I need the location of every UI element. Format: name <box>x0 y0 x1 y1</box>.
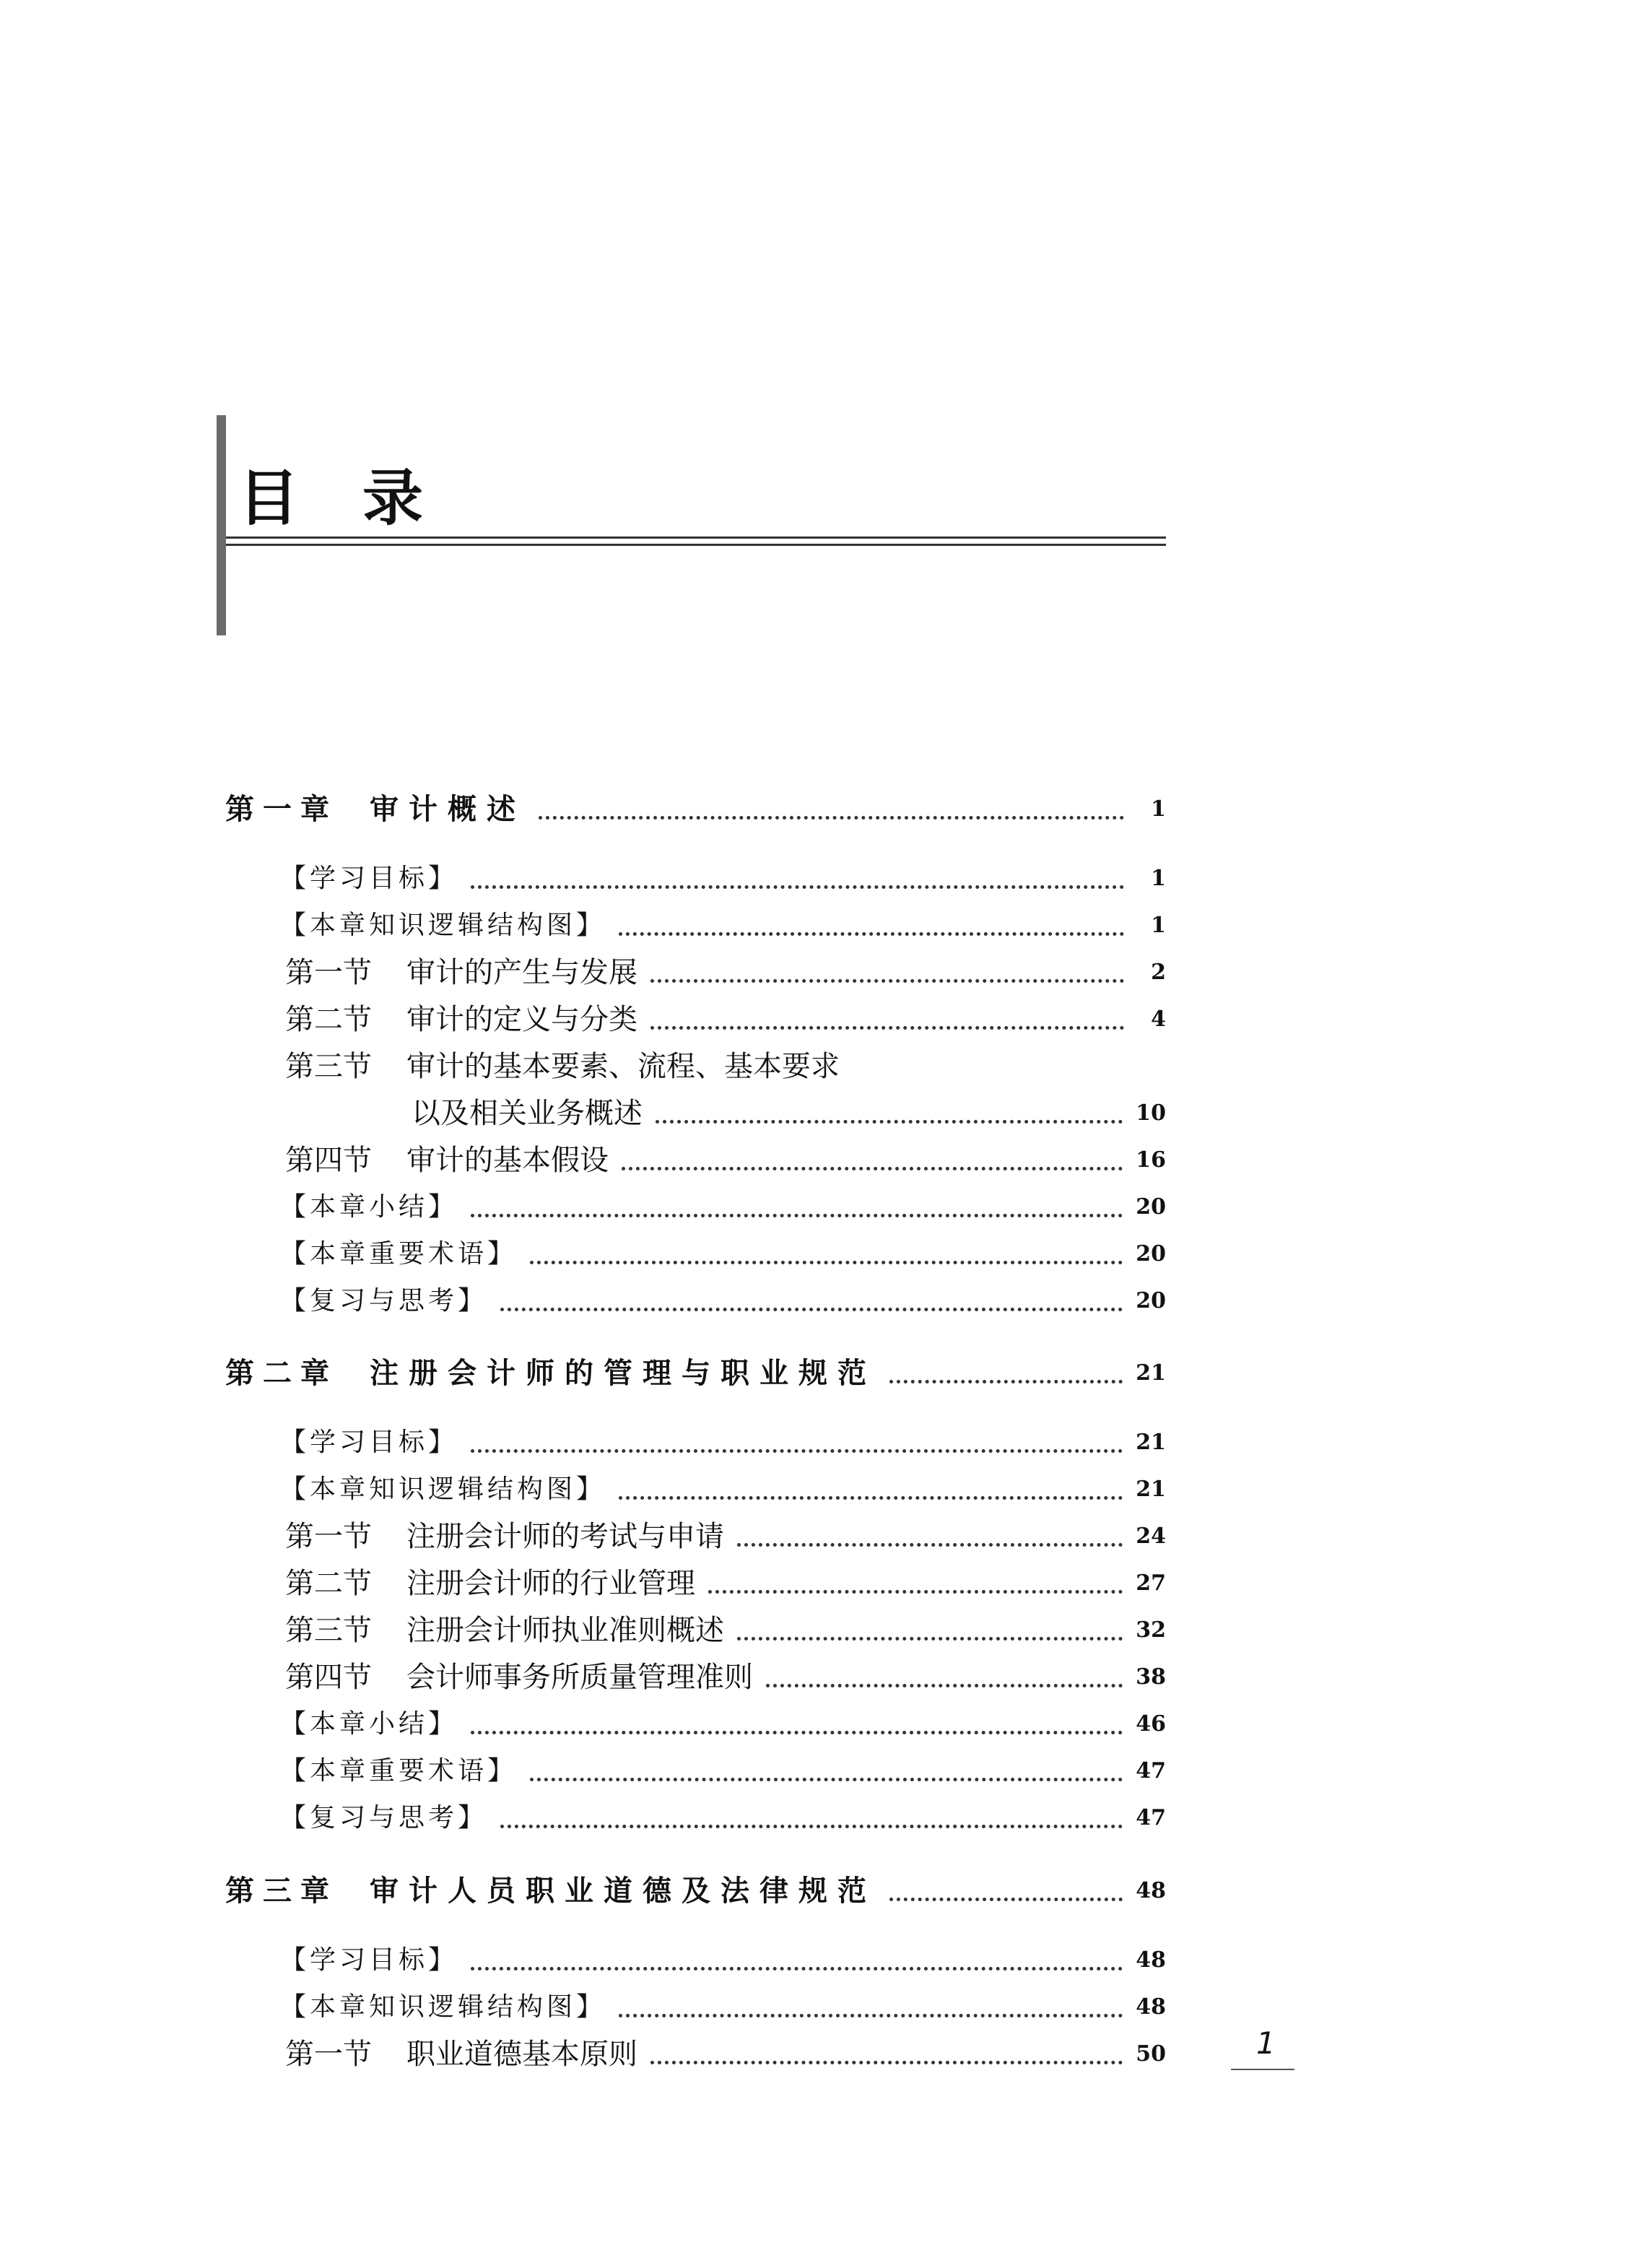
section-label: 第三节 <box>285 1614 372 1647</box>
page-number-ref: 16 <box>1136 1147 1166 1173</box>
aux-label: 【本章小结】 <box>280 1192 458 1222</box>
toc-aux-entry[interactable] <box>280 1422 1166 1463</box>
section-label: 第二节 <box>285 1003 372 1036</box>
aux-label: 【本章重要术语】 <box>280 1756 518 1786</box>
chapter-label: 第一章 <box>225 792 338 826</box>
page-number-ref: 20 <box>1136 1288 1166 1313</box>
page-number-ref: 47 <box>1136 1758 1166 1783</box>
chapter-title: 审计概述 <box>370 792 526 826</box>
dot-leader <box>471 1449 1123 1453</box>
dot-leader <box>500 1308 1123 1311</box>
toc-aux-entry[interactable] <box>280 1187 1166 1228</box>
toc-aux-entry[interactable] <box>280 1798 1166 1838</box>
section-title: 审计的基本假设 <box>406 1144 609 1177</box>
dot-leader <box>889 1898 1123 1901</box>
section-label: 第四节 <box>285 1144 372 1177</box>
aux-label: 【本章知识逻辑结构图】 <box>280 1992 606 2022</box>
toc-aux-entry[interactable] <box>280 1469 1166 1510</box>
section-title: 审计的产生与发展 <box>406 956 637 989</box>
dot-leader <box>471 1967 1123 1971</box>
title-rule-lower <box>226 544 1166 546</box>
page-number-ref: 1 <box>1151 866 1166 891</box>
aux-label: 【学习目标】 <box>280 1945 458 1975</box>
toc-section-entry[interactable] <box>285 2034 1166 2074</box>
page-number-ref: 20 <box>1136 1241 1166 1266</box>
section-label: 第一节 <box>285 956 372 989</box>
toc-aux-entry[interactable] <box>280 1751 1166 1791</box>
page-number-ref: 10 <box>1136 1100 1166 1126</box>
section-title-continued: 以及相关业务概述 <box>412 1097 643 1130</box>
dot-leader <box>737 1637 1123 1641</box>
page-number-ref: 4 <box>1151 1007 1166 1032</box>
toc-aux-entry[interactable] <box>280 905 1166 946</box>
page-number-ref: 21 <box>1136 1430 1166 1455</box>
dot-leader <box>471 1214 1123 1217</box>
section-title: 会计师事务所质量管理准则 <box>406 1661 753 1694</box>
section-label: 第四节 <box>285 1661 372 1694</box>
toc-section-entry[interactable] <box>285 1046 1166 1087</box>
dot-leader <box>471 885 1124 889</box>
dot-leader <box>530 1778 1123 1781</box>
dot-leader <box>650 979 1124 983</box>
section-label: 第一节 <box>285 1520 372 1553</box>
page-number-ref: 48 <box>1136 1878 1166 1903</box>
aux-label: 【本章知识逻辑结构图】 <box>280 911 606 940</box>
title-accent-bar <box>217 415 226 635</box>
page-number-ref: 1 <box>1151 796 1166 822</box>
toc-section-entry[interactable] <box>285 952 1166 993</box>
chapter-label: 第二章 <box>225 1356 338 1390</box>
page-number-ref: 21 <box>1136 1477 1166 1502</box>
aux-label: 【学习目标】 <box>280 864 458 893</box>
dot-leader <box>619 932 1124 936</box>
section-title: 注册会计师的行业管理 <box>406 1567 695 1600</box>
toc-section-entry[interactable] <box>285 1516 1166 1557</box>
section-title: 注册会计师执业准则概述 <box>406 1614 724 1647</box>
dot-leader <box>619 1496 1123 1500</box>
chapter-title: 审计人员职业道德及法律规范 <box>370 1874 876 1908</box>
toc-section-entry[interactable] <box>285 1563 1166 1604</box>
aux-label: 【本章知识逻辑结构图】 <box>280 1474 606 1504</box>
page-number-ref: 24 <box>1136 1524 1166 1549</box>
toc-section-entry[interactable] <box>285 999 1166 1040</box>
dot-leader <box>889 1380 1123 1383</box>
toc-section-entry[interactable] <box>285 1657 1166 1698</box>
dot-leader <box>656 1120 1123 1124</box>
section-label: 第三节 <box>285 1050 372 1083</box>
dot-leader <box>619 2014 1123 2017</box>
dot-leader <box>650 2061 1123 2064</box>
page-number-ref: 21 <box>1136 1360 1166 1386</box>
chapter-title: 注册会计师的管理与职业规范 <box>370 1356 876 1390</box>
dot-leader <box>539 816 1124 820</box>
toc-section-entry[interactable] <box>285 1140 1166 1181</box>
page-number: 1 <box>1256 2025 1276 2061</box>
toc-aux-entry[interactable] <box>280 1940 1166 1981</box>
section-title: 审计的基本要素、流程、基本要求 <box>406 1050 840 1083</box>
toc-aux-entry[interactable] <box>280 1281 1166 1321</box>
toc-chapter-entry[interactable] <box>225 1871 1166 1911</box>
toc-section-continuation[interactable] <box>412 1093 1166 1134</box>
section-title: 审计的定义与分类 <box>406 1003 637 1036</box>
section-label: 第一节 <box>285 2038 372 2071</box>
page-number-ref: 47 <box>1136 1805 1166 1830</box>
dot-leader <box>530 1261 1123 1264</box>
page-number-ref: 48 <box>1136 1994 1166 2020</box>
toc-chapter-entry[interactable] <box>225 1353 1166 1394</box>
toc-aux-entry[interactable] <box>280 1234 1166 1274</box>
section-title: 注册会计师的考试与申请 <box>406 1520 724 1553</box>
toc-aux-entry[interactable] <box>280 859 1166 899</box>
page-number-ref: 2 <box>1151 960 1166 985</box>
dot-leader <box>708 1590 1123 1594</box>
toc-section-entry[interactable] <box>285 1610 1166 1651</box>
dot-leader <box>500 1825 1123 1828</box>
aux-label: 【复习与思考】 <box>280 1286 488 1316</box>
toc-aux-entry[interactable] <box>280 1987 1166 2028</box>
page-number-ref: 1 <box>1151 913 1166 938</box>
aux-label: 【本章小结】 <box>280 1709 458 1739</box>
page-number-ref: 20 <box>1136 1194 1166 1220</box>
page-number-ref: 50 <box>1136 2041 1166 2067</box>
page-number-ref: 46 <box>1136 1711 1166 1737</box>
aux-label: 【复习与思考】 <box>280 1803 488 1833</box>
toc-aux-entry[interactable] <box>280 1704 1166 1745</box>
aux-label: 【本章重要术语】 <box>280 1239 518 1269</box>
chapter-label: 第三章 <box>225 1874 338 1908</box>
section-label: 第二节 <box>285 1567 372 1600</box>
dot-leader <box>737 1543 1123 1547</box>
title-rule-upper <box>226 536 1166 539</box>
page-number-ref: 32 <box>1136 1617 1166 1643</box>
toc-chapter-entry[interactable] <box>225 789 1166 830</box>
page-number-ref: 38 <box>1136 1664 1166 1690</box>
page-number-rule <box>1231 2069 1294 2070</box>
dot-leader <box>622 1167 1123 1170</box>
section-title: 职业道德基本原则 <box>406 2038 637 2071</box>
page-number-ref: 27 <box>1136 1570 1166 1596</box>
dot-leader <box>766 1684 1123 1687</box>
dot-leader <box>650 1026 1124 1030</box>
dot-leader <box>471 1731 1123 1734</box>
page-title: 目录 <box>238 462 487 534</box>
page-number-ref: 48 <box>1136 1947 1166 1973</box>
aux-label: 【学习目标】 <box>280 1428 458 1457</box>
